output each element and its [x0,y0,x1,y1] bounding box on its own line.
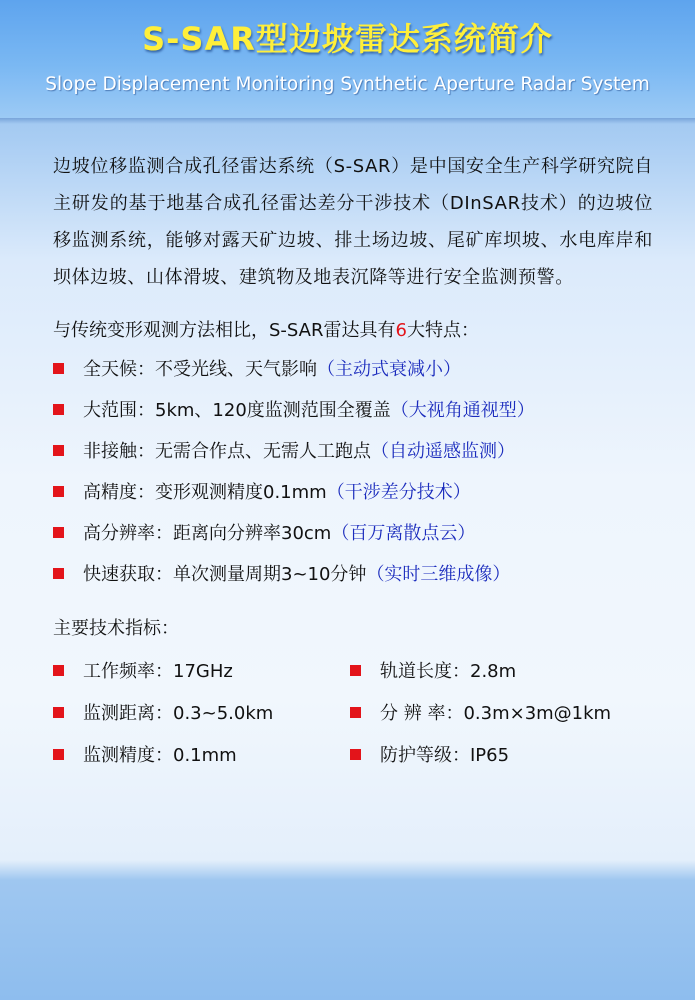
page-title: S-SAR型边坡雷达系统简介 [142,20,553,58]
feature-item [53,431,653,472]
feature-item [53,513,653,554]
feature-item [53,554,653,595]
spec-value: 0.3m×3m@1km [463,703,612,724]
feature-note: （自动遥感监测） [371,441,515,462]
specs-row [53,651,653,693]
features-intro-after: 大特点： [406,320,479,341]
spec-label: 轨道长度 [380,661,452,682]
spec-value: 0.3~5.0km [173,703,274,724]
specs-row [53,693,653,735]
spec-item: 监测距离：0.3~5.0km [53,693,273,735]
header-banner [0,0,695,118]
spec-label: 监测距离 [83,703,155,724]
features-intro-before: 与传统变形观测方法相比，S-SAR雷达具有 [53,320,396,341]
bullet-square-icon [53,749,64,760]
spec-label: 工作频率 [83,661,155,682]
feature-note: （主动式衰减小） [317,359,461,380]
feature-note: （百万离散点云） [331,523,476,544]
content-body [53,148,653,779]
header-divider [0,118,695,124]
intro-paragraph: 边坡位移监测合成孔径雷达系统（S-SAR）是中国安全生产科学研究院自主研发的基于地基合成孔径雷达差分干涉技术（DInSAR技术）的边坡位移监测系统，能够对露天矿边坡、排土场边坡、尾矿库坝坡、水电库岸和坝体边坡、山体滑坡、建筑物及地表沉降等进行安全监测预警。 [53,156,653,288]
bullet-square-icon [53,363,64,374]
feature-note: （实时三维成像） [366,564,511,585]
spec-item: 监测精度：0.1mm [53,735,237,777]
spec-value: 17GHz [173,661,233,682]
specs-row [53,735,653,777]
specs-grid [53,651,653,779]
bullet-square-icon [53,404,64,415]
feature-text: 大范围：5km、120度监测范围全覆盖 [83,400,391,421]
spec-item: 分 辨 率：0.3m×3m@1km [350,693,611,735]
page-subtitle: Slope Displacement Monitoring Synthetic Aperture Radar System [45,74,650,95]
feature-note: （干涉差分技术） [326,482,471,503]
features-intro [53,313,653,349]
features-count: 6 [395,320,407,341]
bullet-square-icon [53,707,64,718]
feature-item [53,390,653,431]
spec-item: 防护等级：IP65 [350,735,509,777]
bullet-square-icon [53,486,64,497]
spec-label: 监测精度 [83,745,155,766]
feature-note: （大视角通视型） [390,400,535,421]
feature-item [53,472,653,513]
specs-title: 主要技术指标： [53,618,179,639]
spec-item: 轨道长度：2.8m [350,651,516,693]
feature-text: 高精度：变形观测精度0.1mm [83,482,327,503]
bullet-square-icon [53,445,64,456]
spec-value: 2.8m [470,661,517,682]
bullet-square-icon [53,665,64,676]
bullet-square-icon [350,749,361,760]
spec-value: 0.1mm [173,745,237,766]
feature-item [53,349,653,390]
bullet-square-icon [350,707,361,718]
spec-value: IP65 [470,745,510,766]
spec-label: 分 辨 率 [380,703,446,724]
bullet-square-icon [53,527,64,538]
spec-label: 防护等级 [380,745,452,766]
feature-text: 快速获取：单次测量周期3~10分钟 [83,564,367,585]
feature-text: 非接触：无需合作点、无需人工跑点 [83,441,371,462]
bullet-square-icon [53,568,64,579]
feature-text: 全天候：不受光线、天气影响 [83,359,317,380]
feature-text: 高分辨率：距离向分辨率30cm [83,523,332,544]
features-list [53,349,653,595]
bullet-square-icon [350,665,361,676]
spec-item: 工作频率：17GHz [53,651,233,693]
